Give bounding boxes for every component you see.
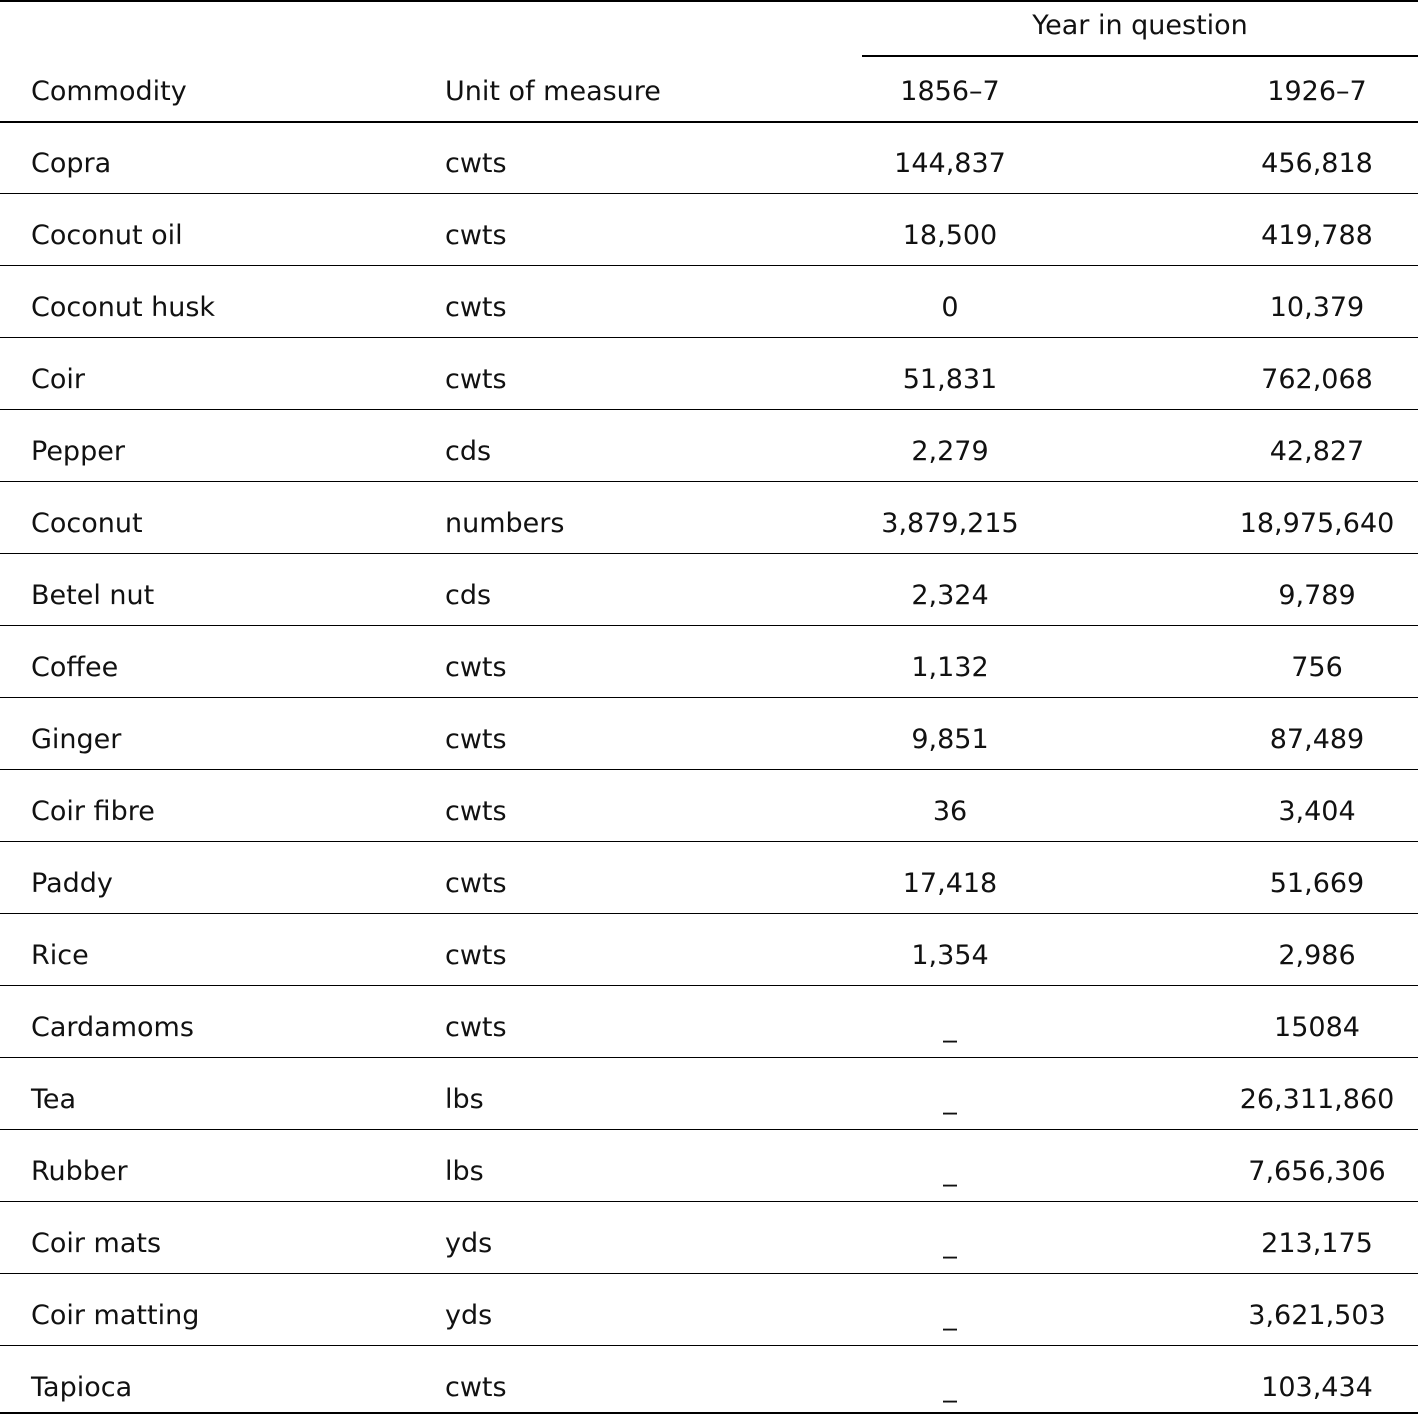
unit-cell: yds <box>445 1228 493 1259</box>
value-1856-cell: _ <box>943 1300 957 1331</box>
value-1926-cell: 7,656,306 <box>1248 1156 1386 1187</box>
unit-cell: cwts <box>445 868 507 899</box>
table-row <box>0 1274 1418 1346</box>
unit-cell: yds <box>445 1300 493 1331</box>
value-1926-cell: 10,379 <box>1269 292 1365 323</box>
value-1926-cell: 18,975,640 <box>1239 508 1395 539</box>
value-1926-cell: 213,175 <box>1261 1228 1373 1259</box>
value-1856-cell: 2,279 <box>911 436 989 467</box>
commodity-cell: Rubber <box>31 1156 128 1187</box>
table-row <box>0 410 1418 482</box>
table-row <box>0 698 1418 770</box>
commodity-cell: Coir matting <box>31 1300 200 1331</box>
table-row <box>0 842 1418 914</box>
value-1856-cell: 144,837 <box>894 148 1006 179</box>
commodity-cell: Coconut oil <box>31 220 183 251</box>
commodity-cell: Paddy <box>31 868 113 899</box>
value-1856-cell: 17,418 <box>902 868 998 899</box>
unit-cell: cwts <box>445 724 507 755</box>
column-header-year-1856: 1856–7 <box>900 76 1000 107</box>
value-1856-cell: 1,132 <box>911 652 989 683</box>
value-1856-cell: _ <box>943 1084 957 1115</box>
table-row <box>0 554 1418 626</box>
table-row <box>0 482 1418 554</box>
value-1926-cell: 2,986 <box>1278 940 1356 971</box>
commodity-cell: Betel nut <box>31 580 155 611</box>
table-row <box>0 338 1418 410</box>
value-1926-cell: 26,311,860 <box>1239 1084 1395 1115</box>
value-1926-cell: 419,788 <box>1261 220 1373 251</box>
unit-cell: cds <box>445 436 492 467</box>
commodity-cell: Coconut <box>31 508 143 539</box>
value-1856-cell: 51,831 <box>902 364 998 395</box>
value-1856-cell: _ <box>943 1372 957 1403</box>
value-1926-cell: 3,621,503 <box>1248 1300 1386 1331</box>
unit-cell: cwts <box>445 292 507 323</box>
value-1926-cell: 9,789 <box>1278 580 1356 611</box>
value-1926-cell: 42,827 <box>1269 436 1365 467</box>
unit-cell: cwts <box>445 1012 507 1043</box>
table-row <box>0 194 1418 266</box>
unit-cell: numbers <box>445 508 565 539</box>
table-bottom-rule <box>0 1412 1418 1414</box>
table-row <box>0 122 1418 194</box>
commodity-cell: Coffee <box>31 652 119 683</box>
value-1856-cell: 36 <box>932 796 968 827</box>
value-1926-cell: 756 <box>1291 652 1343 683</box>
year-group-header: Year in question <box>1032 10 1248 41</box>
value-1856-cell: 3,879,215 <box>881 508 1019 539</box>
commodity-cell: Tapioca <box>31 1372 133 1403</box>
unit-cell: cwts <box>445 220 507 251</box>
column-header-unit: Unit of measure <box>445 76 661 107</box>
table-row <box>0 770 1418 842</box>
commodity-cell: Copra <box>31 148 112 179</box>
commodity-cell: Coir <box>31 364 85 395</box>
unit-cell: cwts <box>445 1372 507 1403</box>
unit-cell: cds <box>445 580 492 611</box>
unit-cell: cwts <box>445 796 507 827</box>
unit-cell: cwts <box>445 652 507 683</box>
commodity-cell: Rice <box>31 940 89 971</box>
value-1926-cell: 103,434 <box>1261 1372 1373 1403</box>
value-1856-cell: 2,324 <box>911 580 989 611</box>
value-1856-cell: _ <box>943 1012 957 1043</box>
table-row <box>0 1202 1418 1274</box>
commodity-cell: Pepper <box>31 436 125 467</box>
value-1926-cell: 51,669 <box>1269 868 1365 899</box>
table-body <box>0 122 1418 1418</box>
commodity-cell: Coir fibre <box>31 796 155 827</box>
value-1856-cell: _ <box>943 1228 957 1259</box>
table-row <box>0 986 1418 1058</box>
commodity-cell: Coir mats <box>31 1228 162 1259</box>
column-header-year-1926: 1926–7 <box>1267 76 1367 107</box>
value-1926-cell: 3,404 <box>1278 796 1356 827</box>
unit-cell: cwts <box>445 940 507 971</box>
unit-cell: cwts <box>445 364 507 395</box>
value-1856-cell: 0 <box>941 292 959 323</box>
commodity-cell: Coconut husk <box>31 292 216 323</box>
unit-cell: cwts <box>445 148 507 179</box>
commodity-cell: Tea <box>31 1084 77 1115</box>
value-1926-cell: 456,818 <box>1261 148 1373 179</box>
value-1926-cell: 762,068 <box>1261 364 1373 395</box>
value-1856-cell: 1,354 <box>911 940 989 971</box>
value-1856-cell: 18,500 <box>902 220 998 251</box>
commodity-cell: Cardamoms <box>31 1012 194 1043</box>
table-row <box>0 1058 1418 1130</box>
table-row <box>0 266 1418 338</box>
column-header-commodity: Commodity <box>31 76 187 107</box>
value-1856-cell: 9,851 <box>911 724 989 755</box>
table-row <box>0 1346 1418 1418</box>
value-1926-cell: 15084 <box>1274 1012 1360 1043</box>
table-top-rule <box>0 0 1418 2</box>
table-row <box>0 914 1418 986</box>
value-1926-cell: 87,489 <box>1269 724 1365 755</box>
value-1856-cell: _ <box>943 1156 957 1187</box>
commodity-cell: Ginger <box>31 724 122 755</box>
table-row <box>0 1130 1418 1202</box>
year-group-rule <box>862 55 1418 57</box>
unit-cell: lbs <box>445 1156 484 1187</box>
unit-cell: lbs <box>445 1084 484 1115</box>
table-row <box>0 626 1418 698</box>
